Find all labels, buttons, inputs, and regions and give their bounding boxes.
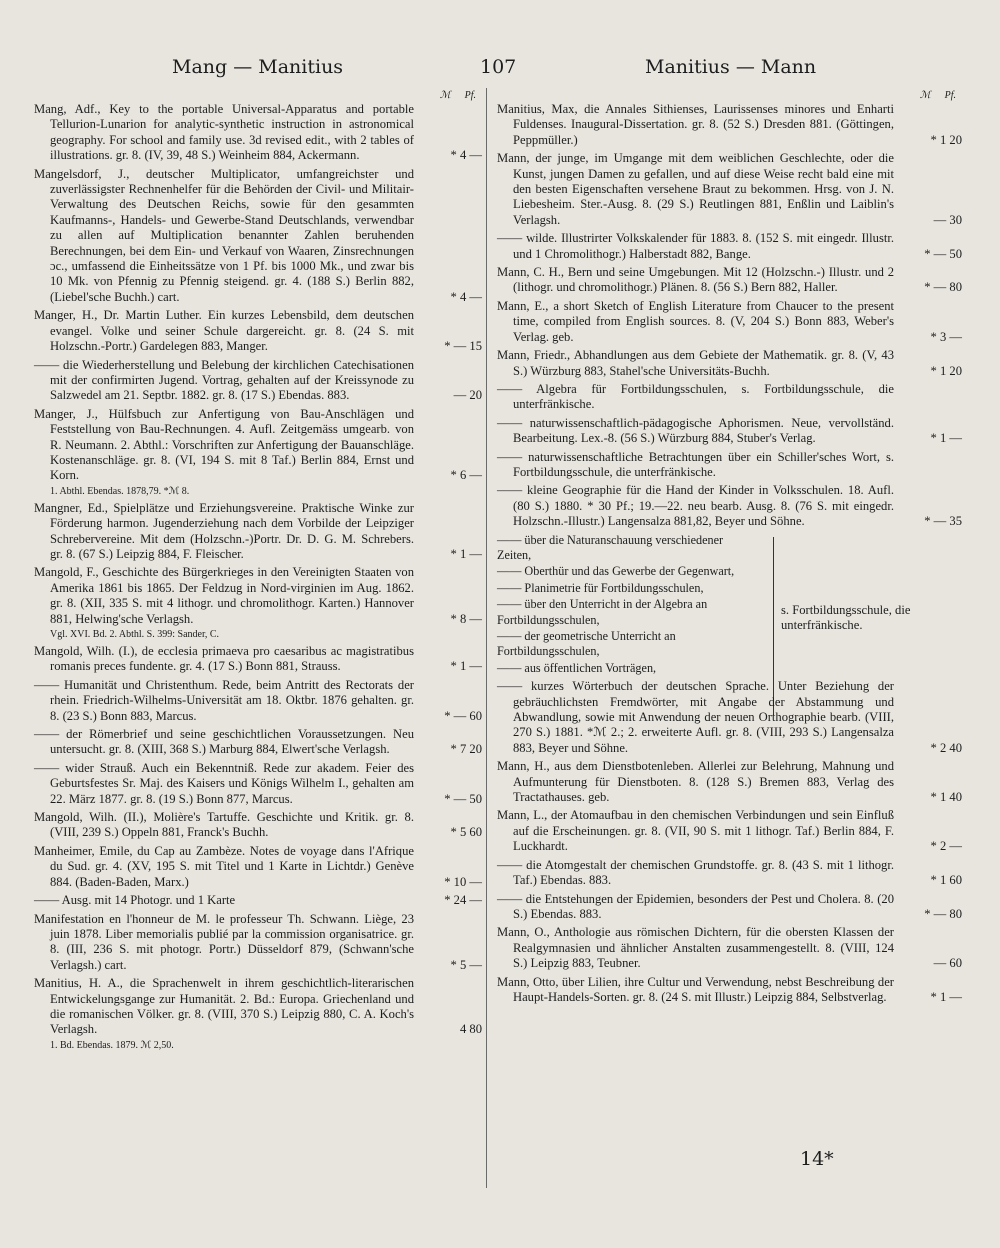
right-entries-bottom [497, 679, 962, 1005]
entry-text: Mann, L., der Atomaufbau in den chemischen Verbindungen und sein Einfluß auf die Erscheinungen. gr. 8. (VII, 90 S. mit 1 lithogr. Taf.) Berlin 884, F. Luckhardt. [497, 808, 894, 854]
entry-price: * 1 40 [930, 790, 962, 805]
brace-reference: s. Fortbildungsschule, die unterfränkische. [781, 602, 911, 632]
entry-text: Manitius, Max, die Annales Sithienses, Laurissenses minores und Enharti Fuldenses. Inaugural-Dissertation. gr. 8. (52 S.) Dresden 881. (Göttingen, Peppmüller.) [497, 102, 894, 147]
left-entries [34, 102, 482, 1052]
entry-price: * 1 — [930, 431, 962, 446]
catalog-entry [34, 308, 482, 354]
entry-note: 1. Bd. Ebendas. 1879. ℳ 2,50. [50, 1039, 174, 1051]
entry-price: * 24 — [444, 893, 482, 908]
entry-text: Mann, der junge, im Umgange mit dem weiblichen Geschlechte, oder die Kunst, jungen Damen zu gefallen, und auf diese Weise recht bald eine mit den besten Eigenschaften versehene Braut zu bekommen. Hrsg. von J. N. Liebesheim. Ster.-Ausg. 8. (29 S.) Reutlingen 881, Enßlin und Laiblin's Verlagsh. [497, 151, 894, 227]
entry-text: Manheimer, Emile, du Cap au Zambèze. Notes de voyage dans l'Afrique du Sud. gr. 4. (XV, 195 S. mit Titel und 1 Karte in Lichtdr.) Genève 884. (Baden-Baden, Marx.) [34, 843, 414, 889]
entry-text: Manger, J., Hülfsbuch zur Anfertigung von Bau-Anschlägen und Feststellung von Bau-Rechnungen. 4. Aufl. Zeitgemäss umgearb. von R. Neumann. 2. Abthl.: Vorschriften zur Anfertigung der Bauanschläge. Kostenanschläge. gr. 8. (VI, 194 S. mit 8 Taf.) Berlin 884, Ernst und Korn. [34, 406, 414, 483]
signature-mark: 14* [800, 1148, 834, 1170]
entry-text: —— die Atomgestalt der chemischen Grundstoffe. gr. 8. (43 S. mit 1 lithogr. Taf.) Ebendas. 883. [497, 857, 894, 888]
catalog-entry [497, 102, 962, 148]
catalog-entry [497, 382, 962, 413]
catalog-entry [497, 975, 962, 1006]
entry-price: * — 15 [444, 339, 482, 354]
catalog-entry [497, 231, 962, 262]
left-column [34, 90, 482, 1200]
page-number: 107 [480, 56, 517, 78]
entry-price: * 1 60 [930, 873, 962, 888]
catalog-entry [34, 810, 482, 841]
entry-text: Mangold, F., Geschichte des Bürgerkrieges in den Vereinigten Staaten von Amerika 1861 bis 1865. Der Feldzug in Nord-virginien im Aug. 1862. gr. 8. (XII, 335 S. mit 4 lithogr. und chromolithogr. Karten.) Hannover 881, Helwing'sche Verlagsh. [34, 565, 414, 626]
entry-text: Mann, Friedr., Abhandlungen aus dem Gebiete der Mathematik. gr. 8. (V, 43 S.) Würzburg 883, Stahel'sche Universitäts-Buchh. [497, 348, 894, 378]
unit-mark: ℳ [439, 90, 451, 101]
entry-note: Vgl. XVI. Bd. 2. Abthl. S. 399: Sander, C. [50, 629, 220, 640]
right-column [497, 90, 962, 1200]
catalog-entry [34, 565, 482, 627]
brace-line: —— Oberthür und das Gewerbe der Gegenwart, [497, 564, 735, 579]
entry-text: Manger, H., Dr. Martin Luther. Ein kurzes Lebensbild, dem deutschen evangel. Volke und seiner Schule dargereicht. gr. 8. (24 S. mit Holzschn.-Portr.) Gardelegen 883, Manger. [34, 308, 414, 354]
entry-text: Mangold, Wilh. (II.), Molière's Tartuffe. Geschichte und Kritik. gr. 8. (VIII, 239 S.) Oppeln 881, Franck's Buchh. [34, 810, 414, 840]
unit-mark: ℳ [919, 90, 931, 101]
entry-text: —— naturwissenschaftliche Betrachtungen über ein Schiller'sches Wort, s. Fortbildungsschule, die unterfränkische. [497, 449, 894, 479]
entry-price: * — 35 [924, 514, 962, 529]
entry-text: Mann, O., Anthologie aus römischen Dichtern, für die obersten Klassen der Realgymnasien und ähnlicher Anstalten zusammengestellt. 8. (VIII, 124 S.) Leipzig 883, Teubner. [497, 925, 894, 971]
brace-line: —— der geometrische Unterricht an Fortbildungsschulen, [497, 629, 676, 659]
catalog-entry [34, 844, 482, 890]
entry-text: —— die Entstehungen der Epidemien, besonders der Pest und Cholera. 8. (20 S.) Ebendas. 883. [497, 891, 894, 921]
entry-price: * 5 — [450, 957, 482, 972]
brace-group [497, 533, 962, 677]
entry-text: —— kleine Geographie für die Hand der Kinder in Volksschulen. 18. Aufl. (80 S.) 1880. * 30 Pf.; 19.—22. neu bearb. Ausg. 8. (76 S. mit eingedr. Holzschn.-Illustr.) Langensalza 881,82, Beyer und Söhne. [497, 483, 894, 529]
entry-text: Mang, Adf., Key to the portable Universal-Apparatus and portable Tellurion-Lunarion for analytic-synthetic instruction in astronomical geography. For school and family use. 3d revised edit., with 2 tables of illustrations. gr. 8. (IV, 39, 48 S.) Weinheim 884, Ackermann. [34, 102, 414, 163]
catalog-entry [497, 348, 962, 379]
entry-price: * 7 20 [450, 742, 482, 757]
brace-lines [497, 533, 759, 677]
entry-price: * 2 40 [930, 740, 962, 755]
catalog-entry [497, 299, 962, 345]
entry-text: Manifestation en l'honneur de M. le professeur Th. Schwann. Liège, 23 juin 1878. Liber memorialis publié par la commission organisatrice. gr. 8. (III, 236 S. mit photogr. Portr.) Düsseldorf 879, (Schwann'sche Verlagsh.) cart. [34, 911, 414, 972]
brace-line: —— Planimetrie für Fortbildungsschulen, [497, 580, 704, 595]
entry-price: * 1 20 [930, 132, 962, 147]
catalog-entry [497, 483, 962, 529]
catalog-entry [34, 893, 482, 908]
entry-text: Mann, E., a short Sketch of English Literature from Chaucer to the present time, compiled from English sources. 8. (V, 204 S.) Bonn 883, Weber's Verlag. geb. [497, 298, 894, 344]
entry-text: Mann, C. H., Bern und seine Umgebungen. Mit 12 (Holzschn.-) Illustr. und 2 (lithogr. und chromolithogr.) Plänen. 8. (56 S.) Bern 882, Haller. [497, 265, 894, 295]
entry-price: * 1 — [450, 659, 482, 674]
right-entries-top [497, 102, 962, 530]
entry-price: * 6 — [450, 468, 482, 483]
catalog-entry [34, 678, 482, 724]
column-divider [486, 88, 487, 1188]
entry-price: * 3 — [930, 329, 962, 344]
entry-price: * — 80 [924, 906, 962, 921]
entry-price: * — 60 [444, 708, 482, 723]
catalog-entry [497, 759, 962, 805]
catalog-entry [497, 925, 962, 971]
brace-line: —— aus öffentlichen Vorträgen, [497, 660, 657, 675]
catalog-entry [34, 727, 482, 758]
header-right-title: Manitius — Mann [645, 56, 817, 78]
catalog-entry [497, 450, 962, 481]
catalog-entry [34, 644, 482, 675]
entry-price: * — 50 [444, 791, 482, 806]
catalog-entry [497, 858, 962, 889]
entry-text: Manitius, H. A., die Sprachenwelt in ihrem geschichtlich-literarischen Entwickelungsgange zur Humanität. 2. Bd.: Europa. Griechenland und die romanischen Völker. gr. 8. (VIII, 370 S.) Leipzig 880, C. A. Koch's Verlagsh. [34, 976, 414, 1037]
catalog-entry [497, 892, 962, 923]
entry-price: * — 80 [924, 280, 962, 295]
catalog-entry [497, 808, 962, 854]
brace-line: —— über die Naturanschauung verschiedener Zeiten, [497, 532, 724, 562]
entry-text: —— Ausg. mit 14 Photogr. und 1 Karte [34, 893, 236, 908]
entry-price: — 30 [933, 212, 962, 227]
entry-price: * 5 60 [450, 825, 482, 840]
unit-pf: Pf. [944, 90, 956, 101]
catalog-entry [497, 416, 962, 447]
entry-text: —— der Römerbrief und seine geschichtlichen Voraussetzungen. Neu untersucht. gr. 8. (XIII, 368 S.) Marburg 884, Elwert'sche Verlagsh. [34, 727, 414, 757]
entry-text: —— kurzes Wörterbuch der deutschen Sprache. Unter Beziehung der gebräuchlichsten Fremdwörter, mit Angabe der Abstammung und Abwandlung, sowie mit Anwendung der neuen Orthographie bearb. (VIII, 270 S.) 1881. *ℳ 2.; 2. erweiterte Aufl. gr. 8. (VIII, 293 S.) Langensalza 883, Beyer und Söhne. [497, 679, 894, 755]
catalog-entry [34, 501, 482, 563]
entry-price: 4 80 [459, 1022, 482, 1037]
entry-text: —— wider Strauß. Auch ein Bekenntniß. Rede zur akadem. Feier des Geburtsfestes Sr. Maj. des Kaisers und Königs Wilhelm I., gehalten am 22. März 1877. gr. 8. (19 S.) Bonn 877, Marcus. [34, 760, 414, 806]
entry-text: —— Humanität und Christenthum. Rede, beim Antritt des Rectorats der rhein. Friedrich-Wilhelms-Universität am 18. Oktbr. 1876 gehalten. gr. 8. (23 S.) Bonn 883, Marcus. [34, 677, 414, 723]
catalog-entry [34, 407, 482, 484]
catalog-entry [497, 679, 962, 756]
entry-text: Mann, Otto, über Lilien, ihre Cultur und Verwendung, nebst Beschreibung der Haupt-Handels-Sorten. gr. 8. (24 S. mit Illustr.) Leipzig 884, Selbstverlag. [497, 974, 894, 1004]
header-left-title: Mang — Manitius [172, 56, 344, 78]
entry-price: * 8 — [450, 611, 482, 626]
entry-text: —— die Wiederherstellung und Belebung der kirchlichen Catechisationen mit der confirmirten Jugend. Vortrag, gehalten auf der Kreissynode zu Salzwedel am 21. Septbr. 1882. gr. 8. (17 S.) Ebendas. 883. [34, 357, 414, 403]
catalog-entry [34, 976, 482, 1038]
catalog-entry [34, 761, 482, 807]
brace-line: —— über den Unterricht in der Algebra an Fortbildungsschulen, [497, 597, 708, 627]
catalog-entry [34, 102, 482, 164]
catalog-entry [34, 358, 482, 404]
entry-price: * 1 — [930, 989, 962, 1004]
entry-price: * 4 — [450, 289, 482, 304]
entry-price: * 2 — [930, 839, 962, 854]
entry-price: * 1 20 [930, 363, 962, 378]
entry-price: * 10 — [444, 874, 482, 889]
catalog-entry [497, 151, 962, 228]
entry-price: * 1 — [450, 546, 482, 561]
entry-text: —— naturwissenschaftlich-pädagogische Aphorismen. Neue, vervollständ. Bearbeitung. Lex.-8. (56 S.) Würzburg 884, Stuber's Verlag. [497, 415, 894, 446]
entry-text: Mann, H., aus dem Dienstbotenleben. Allerlei zur Belehrung, Mahnung und Aufmunterung für Dienstboten. 8. (128 S.) Bremen 883, Verlag des Tractathauses. geb. [497, 759, 894, 805]
entry-note: 1. Abthl. Ebendas. 1878,79. *ℳ 8. [50, 485, 190, 497]
entry-text: Mangold, Wilh. (I.), de ecclesia primaeva pro caesaribus ac magistratibus romanis preces fundente. gr. 4. (17 S.) Bonn 881, Strauss. [34, 644, 414, 674]
unit-pf: Pf. [464, 90, 476, 101]
entry-price: * 4 — [450, 148, 482, 163]
entry-text: Mangner, Ed., Spielplätze und Erziehungsvereine. Praktische Winke zur Förderung harmon. Jugenderziehung nach dem Vorbilde der Leipziger Schrebervereine. Mit dem (Holzschn.-)Portr. Dr. D. G. M. Schrebers. gr. 8. (67 S.) Leipzig 884, F. Fleischer. [34, 500, 414, 561]
catalog-entry [34, 167, 482, 306]
price-units-right [497, 90, 962, 102]
entry-text: —— wilde. Illustrirter Volkskalender für 1883. 8. (152 S. mit eingedr. Illustr. und 1 Chromolithogr.) Halberstadt 882, Bange. [497, 231, 894, 261]
entry-price: — 60 [933, 956, 962, 971]
entry-text: Mangelsdorf, J., deutscher Multiplicator, umfangreichster und zuverlässigster Rechnenhelfer für die Behörden der Civil- und Militair-Verwaltung des Deutschen Reichs, sowie für den gesammten Kaufmanns-, Handels- und Gewerbe-Stand Deutschlands, verwendbar zu allen auf Multiplication benannter Zahlen beruhenden Berechnungen, bei dem Ein- und Verkauf von Waaren, Zinsrechnungen ɔc., umfassend die Einheitssätze von 1 Pf. bis 1000 Mk., und zwar bis 10 Mk. von Pfennig zu Pfennig steigend. gr. 4. (188 S.) Berlin 882, (Liebel'sche Buchh.) cart. [34, 166, 414, 304]
entry-price: * — 50 [924, 246, 962, 261]
entry-text: —— Algebra für Fortbildungsschulen, s. Fortbildungsschule, die unterfränkische. [497, 381, 894, 412]
price-units-left [34, 90, 482, 102]
page-header [40, 56, 970, 90]
catalog-entry [34, 912, 482, 974]
catalog-entry [497, 265, 962, 296]
entry-price: — 20 [453, 388, 482, 403]
